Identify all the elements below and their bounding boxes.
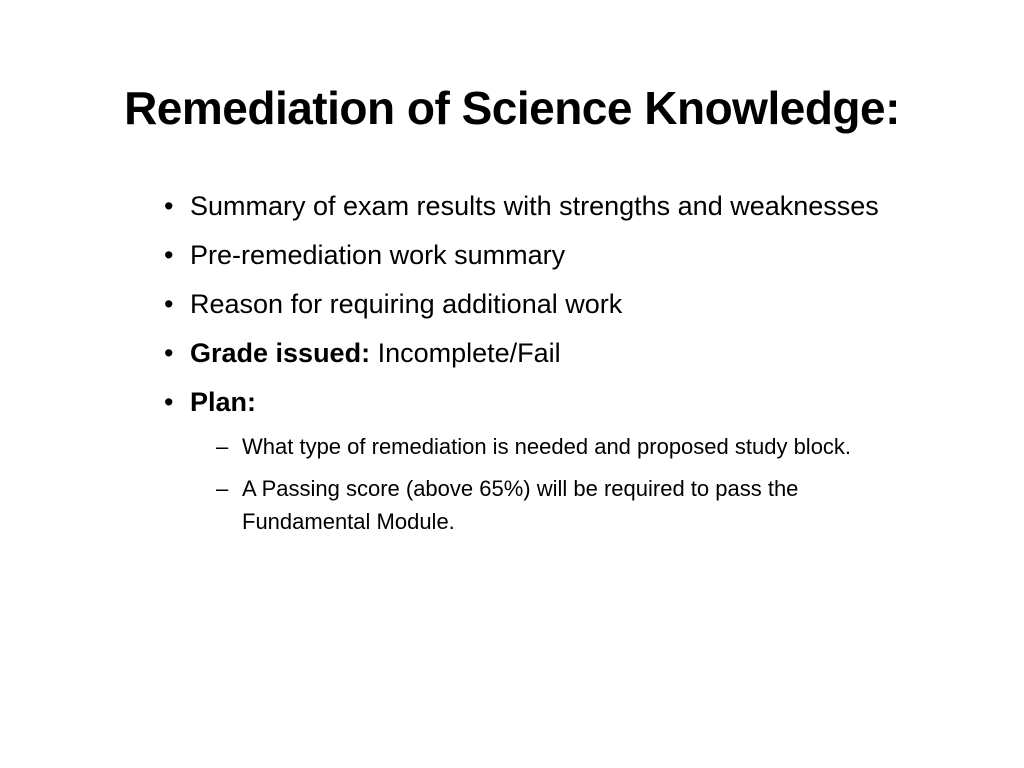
bullet-text: Incomplete/Fail bbox=[370, 338, 561, 368]
slide-title: Remediation of Science Knowledge: bbox=[124, 82, 900, 134]
sub-bullet-item-passing-score bbox=[216, 472, 884, 538]
sub-bullet-text: A Passing score (above 65%) will be required to pass the Fundamental Module. bbox=[242, 476, 799, 534]
bullet-item-exam-summary bbox=[164, 186, 884, 226]
bullet-marker: • bbox=[164, 338, 174, 368]
bullet-label: Plan: bbox=[190, 387, 257, 417]
bullet-marker: • bbox=[164, 387, 174, 417]
bullet-label: Grade issued: bbox=[190, 338, 371, 368]
bullet-marker: • bbox=[164, 240, 174, 270]
bullet-item-pre-remediation bbox=[164, 235, 884, 275]
bullet-text: Pre-remediation work summary bbox=[190, 240, 566, 270]
bullet-text: Reason for requiring additional work bbox=[190, 289, 623, 319]
sub-bullet-text: What type of remediation is needed and proposed study block. bbox=[242, 434, 852, 459]
bullet-item-grade-issued bbox=[164, 333, 884, 373]
bullet-marker: • bbox=[164, 191, 174, 221]
bullet-list bbox=[164, 186, 884, 547]
bullet-text: Summary of exam results with strengths and weaknesses bbox=[190, 191, 879, 221]
sub-bullet-list bbox=[190, 430, 884, 538]
sub-bullet-marker: – bbox=[216, 476, 229, 501]
bullet-item-reason bbox=[164, 284, 884, 324]
sub-bullet-item-remediation-type bbox=[216, 430, 884, 463]
sub-bullet-marker: – bbox=[216, 434, 229, 459]
bullet-marker: • bbox=[164, 289, 174, 319]
bullet-item-plan bbox=[164, 382, 884, 538]
